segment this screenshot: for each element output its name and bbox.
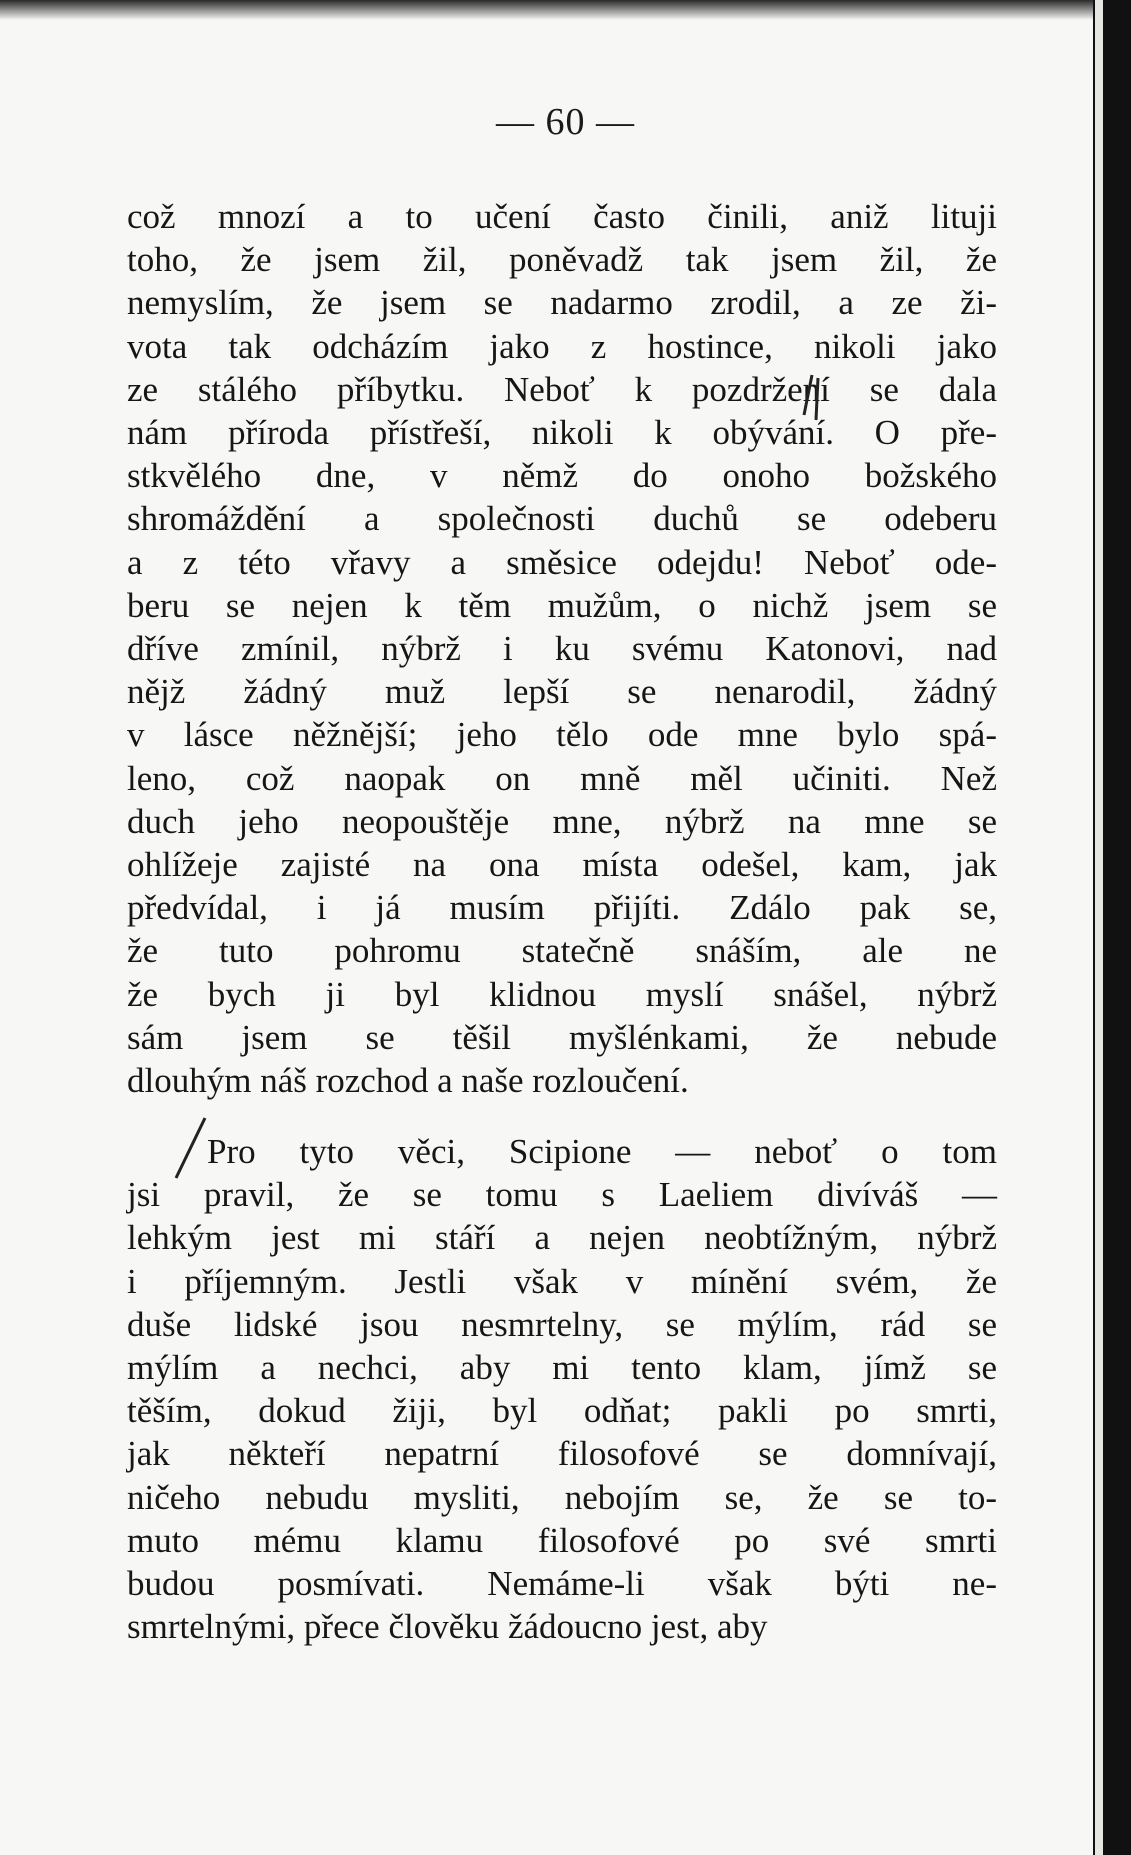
page-top-shadow (0, 0, 1093, 20)
text-line: stkvělého dne, v němž do onoho božského (127, 456, 997, 496)
text-line: jsi pravil, že se tomu s Laeliem divíváš — (127, 1175, 997, 1215)
text-line: smrtelnými, přece člověku žádoucno jest, aby (127, 1607, 768, 1647)
paragraph-2 (127, 1130, 997, 1648)
text-line: duch jeho neopouštěje mne, nýbrž na mne se (127, 801, 997, 841)
text-line: dlouhým náš rozchod a naše rozloučení. (127, 1061, 689, 1101)
text-line: že tuto pohromu statečně snáším, ale ne (127, 931, 997, 971)
text-line: beru se nejen k těm mužům, o nichž jsem se (127, 585, 997, 625)
text-line: ničeho nebudu mysliti, nebojím se, že se to- (127, 1477, 997, 1517)
text-line: předvídal, i já musím přijíti. Zdálo pak se, (127, 888, 997, 928)
scan-edge-strip (1095, 0, 1103, 1855)
text-line: vota tak odcházím jako z hostince, nikoli jako (127, 326, 997, 366)
text-line: dříve zmínil, nýbrž i ku svému Katonovi, nad (127, 629, 997, 669)
text-line: i příjemným. Jestli však v mínění svém, že (127, 1261, 997, 1301)
text-line: toho, že jsem žil, poněvadž tak jsem žil, že (127, 240, 997, 280)
text-line: ohlížeje zajisté na ona místa odešel, kam, jak (127, 845, 997, 885)
text-line: a z této vřavy a směsice odejdu! Neboť ode- (127, 542, 997, 582)
text-line: Pro tyto věci, Scipione — neboť o tom (207, 1132, 997, 1171)
text-line: leno, což naopak on mně měl učiniti. Než (127, 758, 997, 798)
text-line: budou posmívati. Nemáme-li však býti ne- (127, 1564, 997, 1604)
text-line: ze stálého příbytku. Neboť k pozdržení se dala (127, 369, 997, 409)
text-line: což mnozí a to učení často činili, aniž lituji (127, 197, 997, 236)
text-line: nemyslím, že jsem se nadarmo zrodil, a ze ži- (127, 283, 997, 323)
text-line: nějž žádný muž lepší se nenarodil, žádný (127, 672, 997, 712)
text-line: těším, dokud žiji, byl odňat; pakli po smrti, (127, 1391, 997, 1431)
text-line: jak někteří nepatrní filosofové se domnívají, (127, 1434, 997, 1474)
text-line: sám jsem se těšil myšlénkami, že nebude (127, 1017, 997, 1057)
text-line: muto mému klamu filosofové po své smrti (127, 1520, 997, 1560)
text-line: shromáždění a společnosti duchů se odeberu (127, 499, 997, 539)
text-line: duše lidské jsou nesmrtelny, se mýlím, rád se (127, 1304, 997, 1344)
text-line: nám příroda přístřeší, nikoli k obývání. O pře- (127, 413, 997, 453)
text-line: mýlím a nechci, aby mi tento klam, jímž se (127, 1348, 997, 1388)
page-number: — 60 — (496, 101, 635, 143)
text-line: že bych ji byl klidnou myslí snášel, nýbrž (127, 974, 997, 1014)
text-line: v lásce něžnější; jeho tělo ode mne bylo spá- (127, 715, 997, 755)
text-line: lehkým jest mi stáří a nejen neobtížným, nýbrž (127, 1218, 997, 1258)
paragraph-1 (127, 195, 997, 1102)
